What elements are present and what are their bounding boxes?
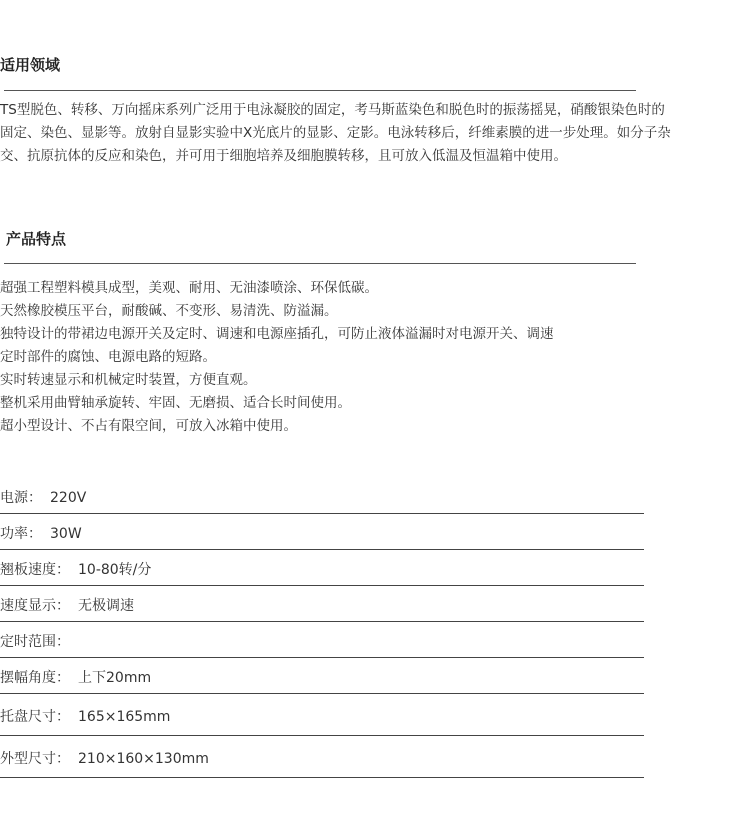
- spec-row-timer-range: [0, 631, 78, 651]
- spec-row-swing-angle: [0, 667, 151, 687]
- spec-row-speed-display: [0, 595, 134, 615]
- spec-value: 30W: [50, 526, 82, 542]
- spec-divider: [0, 585, 644, 586]
- spec-divider: [0, 657, 644, 658]
- spec-label: 定时范围：: [0, 634, 70, 650]
- spec-value: 上下20mm: [78, 670, 152, 686]
- spec-row-tray-size: [0, 706, 170, 726]
- spec-divider: [0, 621, 644, 622]
- spec-label: 摆幅角度：: [0, 670, 70, 686]
- application-line: TS型脱色、转移、万向摇床系列广泛用于电泳凝胶的固定，考马斯蓝染色和脱色时的振荡摇晃，硝酸银染色时的: [0, 102, 665, 118]
- feature-item: 定时部件的腐蚀、电源电路的短路。: [0, 349, 216, 365]
- feature-item: 实时转速显示和机械定时装置，方便直观。: [0, 372, 257, 388]
- feature-item: 超小型设计、不占有限空间，可放入冰箱中使用。: [0, 418, 297, 434]
- feature-item: 超强工程塑料模具成型，美观、耐用、无油漆喷涂、环保低碳。: [0, 280, 378, 296]
- spec-label: 功率：: [0, 526, 42, 542]
- spec-row-power-supply: [0, 487, 86, 507]
- spec-divider: [0, 693, 644, 694]
- spec-divider: [0, 777, 644, 778]
- spec-value: 210×160×130mm: [78, 751, 209, 767]
- spec-label: 翘板速度：: [0, 562, 70, 578]
- features-section-title: 产品特点: [6, 230, 67, 248]
- spec-label: 托盘尺寸：: [0, 709, 70, 725]
- spec-row-power: [0, 523, 82, 543]
- application-section-title: 适用领域: [0, 56, 61, 74]
- spec-row-rock-speed: [0, 559, 151, 579]
- application-line: 交、抗原抗体的反应和染色，并可用于细胞培养及细胞膜转移，且可放入低温及恒温箱中使用。: [0, 148, 567, 164]
- spec-value: 220V: [50, 490, 87, 506]
- features-title-rule: [4, 263, 636, 264]
- feature-item: 整机采用曲臂轴承旋转、牢固、无磨损、适合长时间使用。: [0, 395, 351, 411]
- spec-value: 165×165mm: [78, 709, 171, 725]
- spec-label: 速度显示：: [0, 598, 70, 614]
- application-line: 固定、染色、显影等。放射自显影实验中X光底片的显影、定影。电泳转移后，纤维素膜的进一步处理。如分子杂: [0, 125, 671, 141]
- feature-item: 天然橡胶模压平台，耐酸碱、不变形、易清洗、防溢漏。: [0, 303, 338, 319]
- spec-divider: [0, 735, 644, 736]
- spec-divider: [0, 549, 644, 550]
- spec-value: 无极调速: [78, 598, 134, 614]
- application-title-rule: [4, 90, 636, 91]
- spec-row-outer-size: [0, 748, 209, 768]
- feature-item: 独特设计的带裙边电源开关及定时、调速和电源座插孔，可防止液体溢漏时对电源开关、调速: [0, 326, 554, 342]
- spec-value: 10-80转/分: [78, 562, 152, 578]
- spec-label: 外型尺寸：: [0, 751, 70, 767]
- spec-divider: [0, 513, 644, 514]
- spec-label: 电源：: [0, 490, 42, 506]
